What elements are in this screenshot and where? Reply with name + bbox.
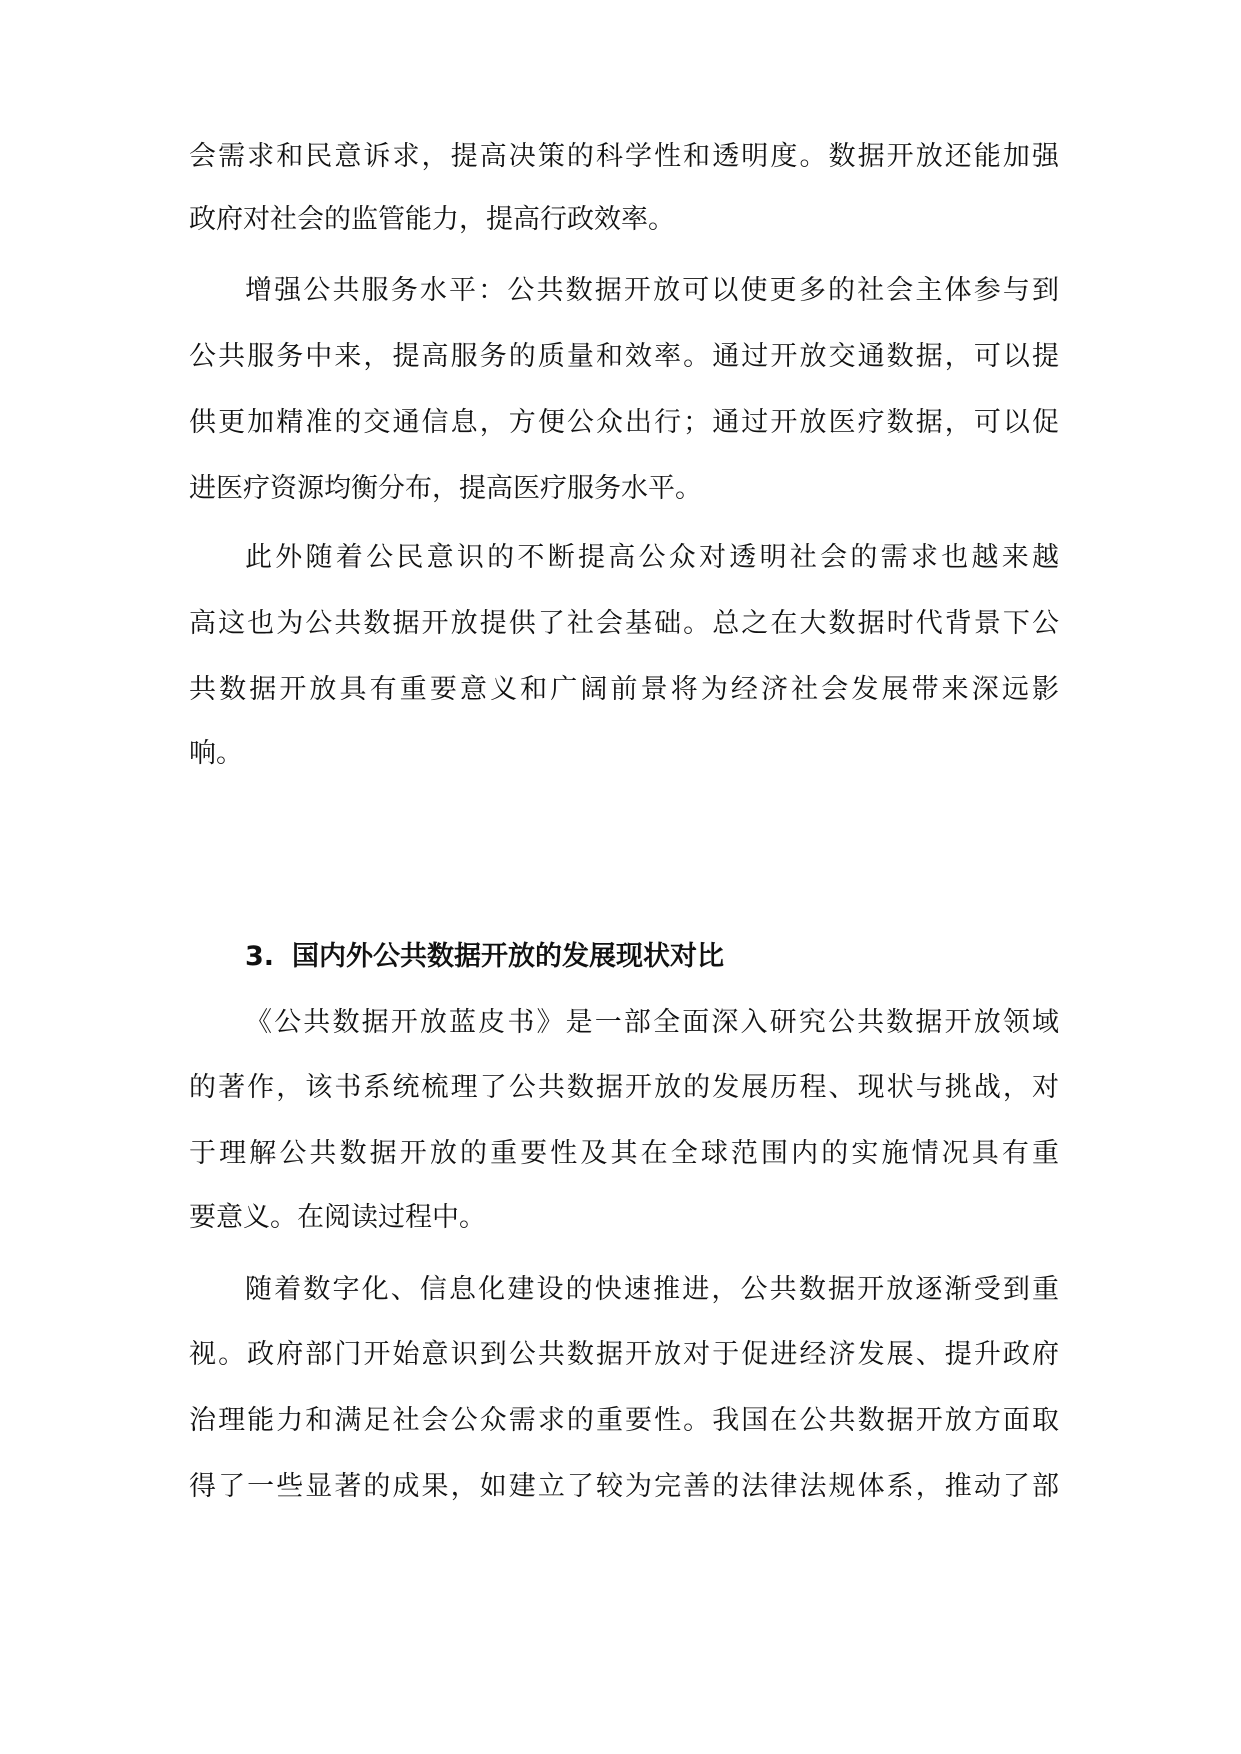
paragraph-2-line-3: 供更加精准的交通信息，方便公众出行；通过开放医疗数据，可以促 — [189, 407, 1059, 438]
paragraph-4-line-4: 要意义。在阅读过程中。 — [189, 1202, 486, 1233]
paragraph-2-line-2: 公共服务中来，提高服务的质量和效率。通过开放交通数据，可以提 — [189, 341, 1059, 372]
paragraph-1-line-1: 会需求和民意诉求，提高决策的科学性和透明度。数据开放还能加强 — [189, 141, 1059, 172]
paragraph-2-line-4: 进医疗资源均衡分布，提高医疗服务水平。 — [189, 473, 702, 504]
paragraph-2-line-1: 增强公共服务水平：公共数据开放可以使更多的社会主体参与到 — [245, 275, 1059, 306]
paragraph-3-line-2: 高这也为公共数据开放提供了社会基础。总之在大数据时代背景下公 — [189, 608, 1059, 639]
paragraph-5-line-1: 随着数字化、信息化建设的快速推进，公共数据开放逐渐受到重 — [245, 1274, 1059, 1305]
paragraph-4-line-3: 于理解公共数据开放的重要性及其在全球范围内的实施情况具有重 — [189, 1138, 1059, 1169]
paragraph-1-line-2: 政府对社会的监管能力，提高行政效率。 — [189, 204, 675, 235]
section-title: 国内外公共数据开放的发展现状对比 — [292, 941, 725, 972]
paragraph-5-line-2: 视。政府部门开始意识到公共数据开放对于促进经济发展、提升政府 — [189, 1339, 1059, 1370]
paragraph-3-line-4: 响。 — [189, 738, 243, 769]
paragraph-5-line-3: 治理能力和满足社会公众需求的重要性。我国在公共数据开放方面取 — [189, 1405, 1059, 1436]
paragraph-3-line-1: 此外随着公民意识的不断提高公众对透明社会的需求也越来越 — [245, 542, 1059, 573]
section-number: 3. — [245, 941, 275, 972]
paragraph-4-line-1: 《公共数据开放蓝皮书》是一部全面深入研究公共数据开放领域 — [245, 1007, 1059, 1038]
section-heading — [245, 937, 724, 977]
paragraph-3-line-3: 共数据开放具有重要意义和广阔前景将为经济社会发展带来深远影 — [189, 674, 1059, 705]
paragraph-5-line-4: 得了一些显著的成果，如建立了较为完善的法律法规体系，推动了部 — [189, 1471, 1059, 1502]
paragraph-4-line-2: 的著作，该书系统梳理了公共数据开放的发展历程、现状与挑战，对 — [189, 1072, 1059, 1103]
